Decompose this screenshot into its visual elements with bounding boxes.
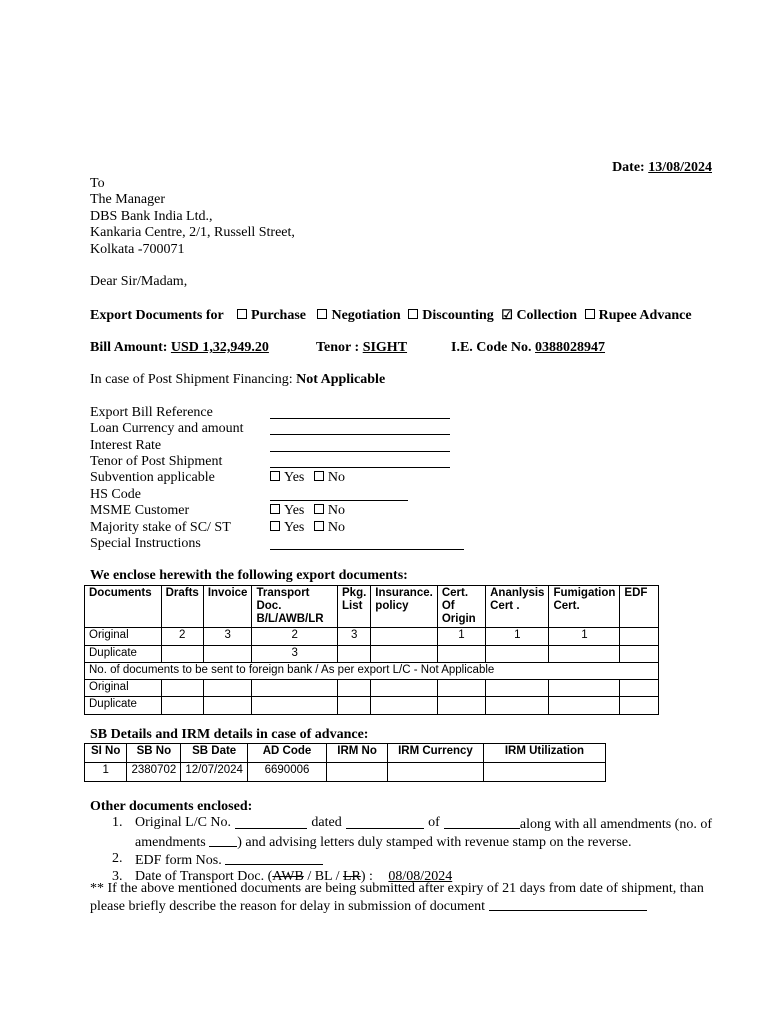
address-city: Kolkata -700071	[90, 242, 185, 257]
field-interest-rate: Interest Rate	[90, 438, 162, 453]
table-cell[interactable]	[549, 646, 620, 663]
amendments-blank[interactable]	[209, 833, 237, 847]
table-cell: Original	[85, 628, 162, 646]
table-cell[interactable]	[338, 680, 371, 697]
col-header: IRM Utilization	[483, 744, 605, 763]
col-header: IRM Currency	[388, 744, 484, 763]
address-manager: The Manager	[90, 192, 166, 207]
lc-date-blank[interactable]	[346, 815, 424, 829]
date-value: 13/08/2024	[648, 160, 712, 175]
majority-stake-options: Yes No	[270, 520, 345, 536]
field-loan-currency: Loan Currency and amount	[90, 421, 244, 436]
col-header: Drafts	[161, 586, 203, 628]
table-cell[interactable]	[203, 646, 252, 663]
col-header: Transport Doc. B/L/AWB/LR	[252, 586, 338, 628]
table-cell[interactable]	[327, 763, 388, 782]
col-header: SI No	[85, 744, 127, 763]
checkbox-icon[interactable]	[237, 309, 247, 319]
table-cell[interactable]: 12/07/2024	[181, 763, 248, 782]
table-row	[85, 628, 659, 646]
tenor-line	[316, 340, 407, 356]
col-header: SB No	[127, 744, 181, 763]
table-cell[interactable]	[338, 646, 371, 663]
table-cell[interactable]	[161, 680, 203, 697]
documents-table-header	[85, 586, 659, 628]
table-cell[interactable]: 1	[85, 763, 127, 782]
table-cell[interactable]	[161, 646, 203, 663]
post-shipment-value: Not Applicable	[296, 372, 386, 387]
table-cell[interactable]	[371, 646, 438, 663]
edf-nos-blank[interactable]	[225, 851, 323, 865]
address-to: To	[90, 176, 105, 191]
option-collection[interactable]: ☑ Collection	[501, 307, 578, 323]
table-cell[interactable]	[620, 628, 659, 646]
table-cell[interactable]: 2380702	[127, 763, 181, 782]
address-bank: DBS Bank India Ltd.,	[90, 209, 213, 224]
checkbox-icon[interactable]	[270, 521, 280, 531]
field-majority-stake: Majority stake of SC/ ST	[90, 520, 231, 535]
col-header: Fumigation Cert.	[549, 586, 620, 628]
option-purchase[interactable]: Purchase	[237, 308, 306, 323]
col-header: IRM No	[327, 744, 388, 763]
loan-currency-blank[interactable]	[270, 421, 450, 435]
delay-reason-blank[interactable]	[489, 897, 647, 911]
other-docs-heading: Other documents enclosed:	[90, 799, 253, 814]
lc-no-blank[interactable]	[235, 815, 307, 829]
field-special-instructions: Special Instructions	[90, 536, 201, 551]
table-cell: Duplicate	[85, 697, 162, 715]
table-cell[interactable]	[371, 697, 438, 715]
lc-of-blank[interactable]	[444, 815, 520, 829]
list-item-edf: 2. EDF form Nos.	[90, 851, 712, 869]
table-cell[interactable]	[486, 680, 549, 697]
sb-table-header	[85, 744, 606, 763]
option-rupee-advance[interactable]: Rupee Advance	[585, 308, 692, 323]
salutation: Dear Sir/Madam,	[90, 274, 188, 289]
col-header: EDF	[620, 586, 659, 628]
transport-date-value: 08/08/2024	[388, 869, 453, 884]
col-header: AD Code	[247, 744, 326, 763]
col-header: Cert. Of Origin	[437, 586, 485, 628]
checkbox-icon[interactable]	[314, 471, 324, 481]
checkbox-icon[interactable]	[317, 309, 327, 319]
foreign-bank-note: No. of documents to be sent to foreign bank / As per export L/C - Not Applicable	[85, 663, 659, 680]
table-cell[interactable]	[620, 680, 659, 697]
table-cell[interactable]	[437, 680, 485, 697]
export-bill-reference-blank[interactable]	[270, 405, 450, 419]
table-cell[interactable]	[252, 697, 338, 715]
sb-heading: SB Details and IRM details in case of advance:	[90, 727, 369, 742]
date-line	[612, 160, 712, 176]
table-cell[interactable]	[203, 697, 252, 715]
foreign-bank-note-row	[85, 663, 659, 680]
checkbox-icon[interactable]	[314, 521, 324, 531]
table-cell: Duplicate	[85, 646, 162, 663]
enclose-heading: We enclose herewith the following export documents:	[90, 568, 408, 583]
bill-amount-line	[90, 340, 269, 356]
ie-code-line	[451, 340, 605, 356]
table-cell[interactable]	[620, 697, 659, 715]
table-cell[interactable]	[371, 680, 438, 697]
table-cell[interactable]	[388, 763, 484, 782]
checkbox-icon[interactable]	[270, 504, 280, 514]
list-item-lc: 1. Original L/C No. dated of along with all amendments (no. of amendments ) and advising letters duly stamped with revenue stamp on the reverse.	[112, 815, 712, 850]
ie-code-value: 0388028947	[535, 340, 606, 355]
table-cell[interactable]: 2	[161, 628, 203, 646]
table-cell[interactable]: 6690006	[247, 763, 326, 782]
tenor-label: Tenor :	[316, 340, 360, 355]
table-cell[interactable]	[203, 680, 252, 697]
bill-amount-label: Bill Amount:	[90, 340, 168, 355]
option-discounting[interactable]: Discounting	[408, 308, 494, 323]
field-tenor-post-shipment: Tenor of Post Shipment	[90, 454, 223, 469]
subvention-options: Yes No	[270, 470, 345, 486]
table-cell[interactable]	[620, 646, 659, 663]
special-instructions-blank[interactable]	[270, 536, 464, 550]
checked-box-icon[interactable]: ☑	[501, 307, 513, 322]
table-cell[interactable]	[549, 697, 620, 715]
field-hs-code: HS Code	[90, 487, 141, 502]
col-header: Documents	[85, 586, 162, 628]
hs-code-blank[interactable]	[270, 487, 408, 501]
export-docs-label: Export Documents for	[90, 308, 224, 323]
tenor-value: SIGHT	[362, 340, 408, 355]
table-cell[interactable]	[371, 628, 438, 646]
table-cell[interactable]	[437, 646, 485, 663]
table-cell[interactable]	[161, 697, 203, 715]
table-cell[interactable]: 1	[549, 628, 620, 646]
col-header: Ananlysis Cert .	[486, 586, 549, 628]
post-shipment-label: In case of Post Shipment Financing:	[90, 372, 293, 387]
col-header: SB Date	[181, 744, 248, 763]
table-cell[interactable]	[486, 646, 549, 663]
sb-table	[84, 743, 606, 782]
table-row	[85, 697, 659, 715]
tenor-post-shipment-blank[interactable]	[270, 454, 450, 468]
table-cell: Original	[85, 680, 162, 697]
table-cell[interactable]	[486, 697, 549, 715]
col-header: Invoice	[203, 586, 252, 628]
table-cell[interactable]: 1	[486, 628, 549, 646]
table-cell[interactable]	[437, 697, 485, 715]
table-row	[85, 680, 659, 697]
col-header: Insurance. policy	[371, 586, 438, 628]
option-negotiation[interactable]: Negotiation	[317, 308, 400, 323]
msme-options: Yes No	[270, 503, 345, 519]
post-shipment-line	[90, 372, 385, 388]
footnote-line-2: please briefly describe the reason for delay in submission of document	[90, 897, 647, 915]
table-cell[interactable]: 3	[338, 628, 371, 646]
table-cell[interactable]: 1	[437, 628, 485, 646]
table-cell[interactable]: 3	[203, 628, 252, 646]
checkbox-icon[interactable]	[270, 471, 280, 481]
table-cell[interactable]	[338, 697, 371, 715]
field-msme: MSME Customer	[90, 503, 190, 518]
table-row	[85, 646, 659, 663]
table-cell[interactable]: 3	[252, 646, 338, 663]
checkbox-icon[interactable]	[314, 504, 324, 514]
documents-table	[84, 585, 659, 715]
export-docs-line	[90, 307, 692, 324]
date-label: Date:	[612, 160, 645, 175]
table-cell[interactable]	[252, 680, 338, 697]
col-header: Pkg. List	[338, 586, 371, 628]
other-docs-list	[90, 815, 712, 885]
footnote-line-1: ** If the above mentioned documents are being submitted after expiry of 21 days from date of shipment, than	[90, 881, 704, 896]
list-item-transport-date: 3. Date of Transport Doc. (AWB / BL / LR) : 08/08/2024	[112, 869, 453, 884]
table-row	[85, 763, 606, 782]
ie-code-label: I.E. Code No.	[451, 340, 532, 355]
field-export-bill-reference: Export Bill Reference	[90, 405, 213, 420]
address-street: Kankaria Centre, 2/1, Russell Street,	[90, 225, 295, 240]
table-cell[interactable]: 2	[252, 628, 338, 646]
checkbox-icon[interactable]	[585, 309, 595, 319]
field-subvention: Subvention applicable	[90, 470, 215, 485]
interest-rate-blank[interactable]	[270, 438, 450, 452]
checkbox-icon[interactable]	[408, 309, 418, 319]
table-cell[interactable]	[483, 763, 605, 782]
bill-amount-value: USD 1,32,949.20	[170, 340, 269, 355]
table-cell[interactable]	[549, 680, 620, 697]
